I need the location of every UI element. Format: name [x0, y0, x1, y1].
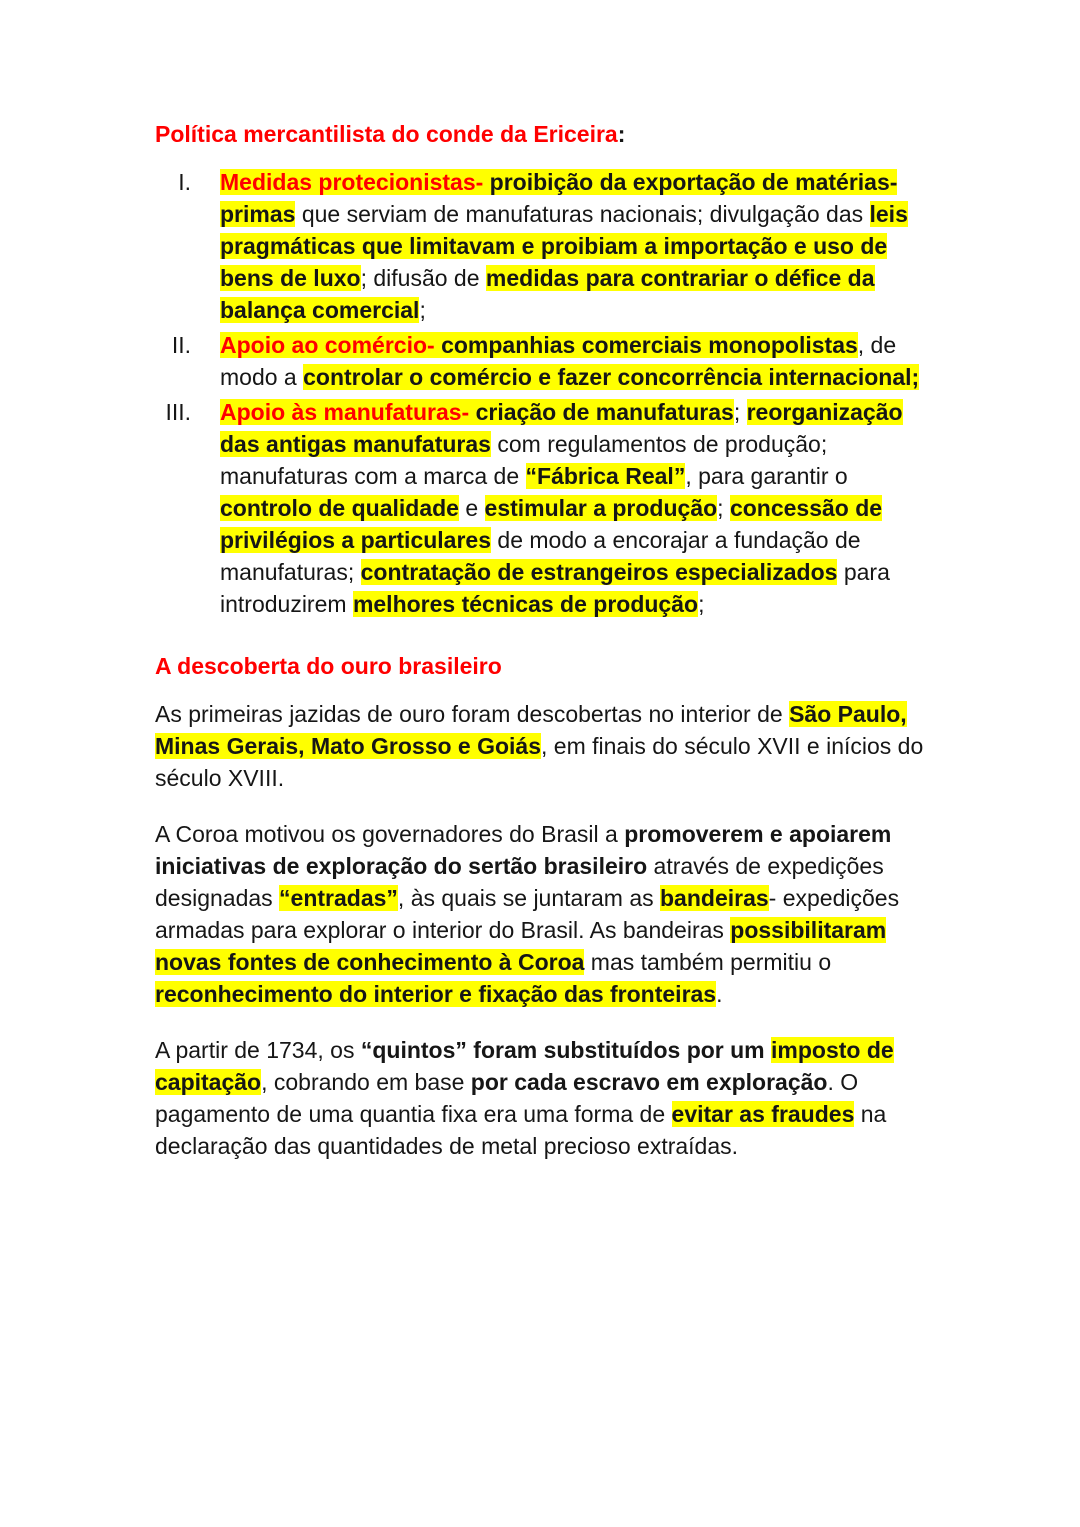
list-marker: I. [178, 169, 191, 195]
text-segment: Apoio às manufaturas- [220, 399, 470, 425]
text-segment: ; [419, 297, 426, 323]
document-content [155, 118, 932, 1162]
text-segment: A descoberta do ouro brasileiro [155, 653, 502, 679]
text-segment: , cobrando em base [261, 1069, 471, 1095]
text-segment: “quintos” foram substituídos por um [360, 1037, 772, 1063]
text-segment: Apoio ao comércio- [220, 332, 435, 358]
text-segment: para introduzirem [220, 559, 890, 617]
text-segment: , de modo a [220, 332, 897, 390]
text-segment: “entradas” [279, 885, 398, 911]
text-segment: promoverem e apoiarem iniciativas de exploração do sertão brasileiro [155, 821, 892, 879]
list-item-text [191, 329, 932, 393]
text-segment: leis pragmáticas que limitavam e proibiam a importação e uso de bens de luxo [220, 201, 908, 291]
text-segment: Política mercantilista do conde da Ericeira [155, 121, 618, 147]
list-marker: III. [165, 399, 191, 425]
text-segment: controlo de qualidade [220, 495, 459, 521]
text-segment: A Coroa motivou os governadores do Brasil a [155, 821, 625, 847]
text-segment: na declaração das quantidades de metal precioso extraídas. [155, 1101, 887, 1159]
text-segment: A partir de 1734, os [155, 1037, 361, 1063]
text-segment: - expedições armadas para explorar o interior do Brasil. As bandeiras [155, 885, 900, 943]
text-segment: reorganização das antigas manufaturas [220, 399, 903, 457]
list-item-text [191, 166, 932, 326]
text-segment: bandeiras [660, 885, 769, 911]
text-segment: . [716, 981, 723, 1007]
section-heading [155, 118, 932, 150]
text-segment: de modo a encorajar a fundação de manufaturas; [220, 527, 861, 585]
text-segment: controlar o comércio e fazer concorrência internacional; [303, 364, 920, 390]
text-segment: Medidas protecionistas- [220, 169, 484, 195]
text-segment: , em finais do século XVII e inícios do século XVIII. [155, 733, 924, 791]
text-segment: que serviam de manufaturas nacionais; divulgação das [295, 201, 870, 227]
text-segment: possibilitaram novas fontes de conhecimento à Coroa [155, 917, 887, 975]
text-segment: As primeiras jazidas de ouro foram descobertas no interior de [155, 701, 790, 727]
text-segment: reconhecimento do interior e fixação das fronteiras [155, 981, 717, 1007]
text-segment: por cada escravo em exploração [470, 1069, 828, 1095]
text-segment: através de expedições designadas [155, 853, 884, 911]
text-segment: : [617, 121, 626, 147]
text-segment: estimular a produção [484, 495, 718, 521]
text-segment: contratação de estrangeiros especializados [360, 559, 838, 585]
section-heading [155, 650, 932, 682]
text-segment: melhores técnicas de produção [352, 591, 699, 617]
text-segment: São Paulo, Minas Gerais, Mato Grosso e Goiás [155, 701, 907, 759]
text-segment: ; [717, 495, 730, 521]
list-item [155, 329, 932, 393]
text-segment: concessão de privilégios a particulares [220, 495, 883, 553]
paragraph [155, 1034, 932, 1162]
list-item [155, 166, 932, 326]
text-segment: criação de manufaturas [469, 399, 734, 425]
text-segment: ; [733, 399, 747, 425]
text-segment: mas também permitiu o [584, 949, 832, 975]
roman-numeral-list [155, 166, 932, 620]
text-segment: evitar as fraudes [671, 1101, 855, 1127]
text-segment: ; [698, 591, 705, 617]
list-item [155, 396, 932, 620]
text-segment: proibição da exportação de matérias-primas [220, 169, 898, 227]
text-segment: imposto de capitação [155, 1037, 894, 1095]
text-segment: com regulamentos de produção; manufaturas com a marca de [220, 431, 828, 489]
text-segment: “Fábrica Real” [525, 463, 686, 489]
text-segment: . O pagamento de uma quantia fixa era uma forma de [155, 1069, 859, 1127]
text-segment: companhias comerciais monopolistas [434, 332, 858, 358]
paragraph [155, 698, 932, 794]
list-item-text [191, 396, 932, 620]
list-marker: II. [171, 332, 191, 358]
text-segment: , às quais se juntaram as [397, 885, 660, 911]
paragraph [155, 818, 932, 1010]
text-segment: , para garantir o [685, 463, 848, 489]
text-segment: ; difusão de [360, 265, 486, 291]
text-segment: medidas para contrariar o défice da balança comercial [220, 265, 875, 323]
text-segment: e [458, 495, 485, 521]
